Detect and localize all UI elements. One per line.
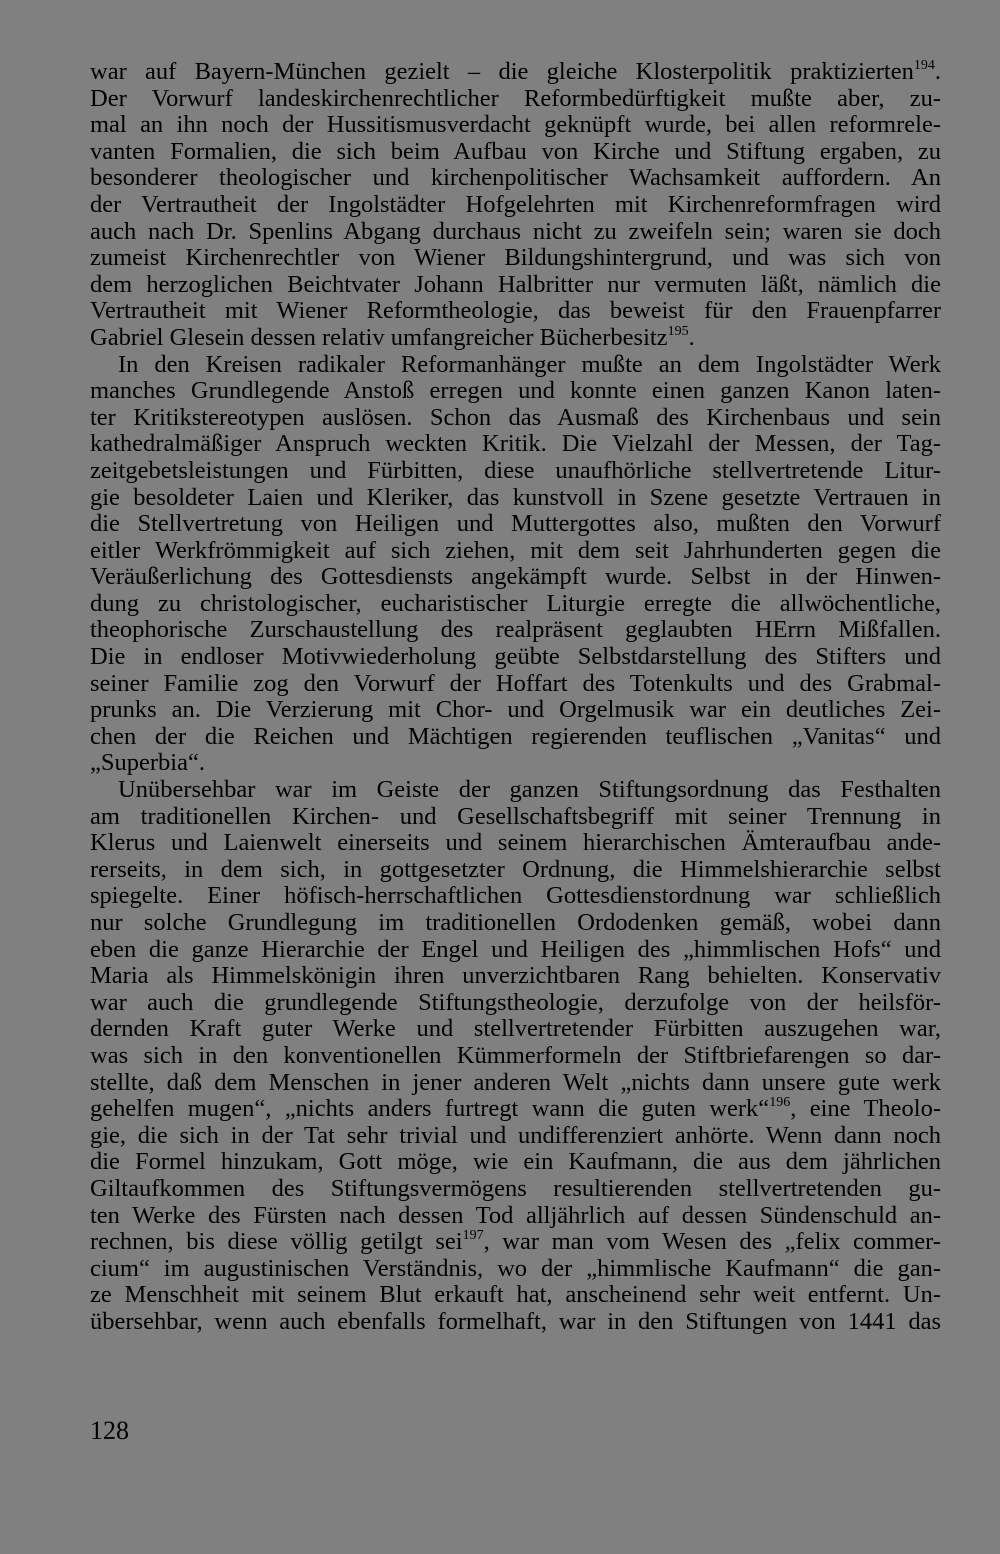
- text-span: zumeist Kirchenrechtler von Wiener Bildungshintergrund, und was sich von: [90, 244, 941, 272]
- text-span: nur solche Grundlegung im traditionellen Ordodenken gemäß, wobei dann: [90, 909, 941, 936]
- text-line: [90, 883, 941, 910]
- text-line: [90, 963, 941, 990]
- text-span: dernden Kraft guter Werke und stellvertretender Fürbitten auszugehen war,: [90, 1015, 941, 1043]
- text-line: [90, 139, 941, 166]
- text-line: [90, 697, 941, 724]
- text-line: [90, 511, 941, 538]
- text-span: was sich in den konventionellen Kümmerformeln der Stiftbriefarengen so dar-: [90, 1041, 941, 1069]
- text-line: [90, 857, 941, 884]
- text-span: dung zu christologischer, eucharistischer Liturgie erregte die allwöchentliche,: [90, 589, 941, 617]
- text-line: [90, 431, 941, 458]
- text-line: [90, 1203, 941, 1230]
- text-span: die Stellvertretung von Heiligen und Muttergottes also, mußten den Vorwurf: [90, 510, 941, 538]
- text-line: [90, 990, 941, 1017]
- text-span: theophorische Zurschaustellung des realpräsent geglaubten HErrn Mißfallen.: [90, 616, 941, 644]
- text-line: [90, 1043, 941, 1070]
- text-span: .: [688, 323, 695, 351]
- text-span: war auch die grundlegende Stiftungstheologie, derzufolge von der heilsför-: [90, 988, 941, 1016]
- text-span: kathedralmäßiger Anspruch weckten Kritik. Die Vielzahl der Messen, der Tag-: [90, 430, 941, 458]
- paragraph: [90, 59, 941, 352]
- text-line: [90, 591, 941, 618]
- text-line: [90, 910, 941, 937]
- text-span: vanten Formalien, die sich beim Aufbau von Kirche und Stiftung ergaben, zu: [90, 137, 941, 165]
- text-line: [90, 1309, 941, 1336]
- text-line: [90, 192, 941, 219]
- text-span: mal an ihn noch der Hussitismusverdacht geknüpft wurde, bei allen reformrele-: [90, 111, 941, 139]
- text-span: seiner Familie zog den Vorwurf der Hoffart des Totenkults und des Grabmal-: [90, 669, 941, 697]
- text-line: [90, 325, 941, 352]
- text-span: , war man vom Wesen des „felix commer-: [483, 1228, 941, 1256]
- footnote-ref: 197: [462, 1228, 484, 1244]
- text-line: [90, 1149, 941, 1176]
- text-line: [90, 219, 941, 246]
- text-line: [90, 245, 941, 272]
- text-span: ten Werke des Fürsten nach dessen Tod alljährlich auf dessen Sündenschuld an-: [90, 1201, 941, 1229]
- text-span: war auf Bayern-München gezielt – die gleiche Klosterpolitik praktizierten: [90, 58, 914, 85]
- text-span: Klerus und Laienwelt einerseits und seinem hierarchischen Ämteraufbau ande-: [90, 829, 941, 857]
- text-span: Unübersehbar war im Geiste der ganzen Stiftungsordnung das Festhalten: [118, 776, 941, 804]
- text-span: ter Kritikstereotypen auslösen. Schon das Ausmaß des Kirchenbaus und sein: [90, 403, 941, 431]
- footnote-ref: 195: [667, 323, 689, 339]
- text-line: [90, 1070, 941, 1097]
- text-span: gie, die sich in der Tat sehr trivial und undifferenziert anhörte. Wenn dann noch: [90, 1121, 941, 1149]
- text-span: stellte, daß dem Menschen in jener anderen Welt „nichts dann unsere gute werk: [90, 1068, 941, 1096]
- text-span: spiegelte. Einer höfisch-herrschaftlichen Gottesdienstordnung war schließlich: [90, 882, 941, 910]
- text-span: manches Grundlegende Anstoß erregen und konnte einen ganzen Kanon laten-: [90, 377, 941, 405]
- text-span: die Formel hinzukam, Gott möge, wie ein Kaufmann, die aus dem jährlichen: [90, 1148, 941, 1176]
- text-line: [90, 458, 941, 485]
- text-line: [90, 1176, 941, 1203]
- text-span: Vertrautheit mit Wiener Reformtheologie, das beweist für den Frauenpfarrer: [90, 297, 941, 325]
- text-line: [90, 485, 941, 512]
- text-line: [90, 1123, 941, 1150]
- text-span: eben die ganze Hierarchie der Engel und Heiligen des „himmlischen Hofs“ und: [90, 935, 941, 963]
- text-span: „Superbia“.: [90, 749, 205, 777]
- text-line: [90, 298, 941, 325]
- text-span: auch nach Dr. Spenlins Abgang durchaus nicht zu zweifeln sein; waren sie doch: [90, 217, 941, 245]
- text-span: gehelfen mugen“, „nichts anders furtregt wann die guten werk“: [90, 1095, 770, 1123]
- text-line: [90, 644, 941, 671]
- text-line: [90, 830, 941, 857]
- text-span: besonderer theologischer und kirchenpolitischer Wachsamkeit auffordern. An: [90, 164, 941, 192]
- text-span: prunks an. Die Verzierung mit Chor- und Orgelmusik war ein deutliches Zei-: [90, 696, 941, 724]
- text-line: [90, 112, 941, 139]
- text-span: cium“ im augustinischen Verständnis, wo der „himmlische Kaufmann“ die gan-: [90, 1254, 941, 1282]
- footnote-ref: 196: [769, 1095, 791, 1111]
- text-span: chen der die Reichen und Mächtigen regierenden teuflischen „Vanitas“ und: [90, 722, 941, 750]
- text-line: [90, 937, 941, 964]
- paragraph: [90, 352, 941, 778]
- text-span: übersehbar, wenn auch ebenfalls formelhaft, war in den Stiftungen von 1441 das: [90, 1307, 941, 1335]
- text-span: Giltaufkommen des Stiftungsvermögens resultierenden stellvertretenden gu-: [90, 1174, 941, 1202]
- text-span: Maria als Himmelskönigin ihren unverzichtbaren Rang behielten. Konservativ: [90, 962, 941, 990]
- text-span: der Vertrautheit der Ingolstädter Hofgelehrten mit Kirchenreformfragen wird: [90, 190, 941, 218]
- paragraph: [90, 777, 941, 1335]
- text-span: , eine Theolo-: [790, 1095, 941, 1123]
- text-line: [90, 1256, 941, 1283]
- text-span: .: [934, 58, 941, 85]
- text-span: zeitgebetsleistungen und Fürbitten, diese unaufhörliche stellvertretende Litur-: [90, 456, 941, 484]
- text-span: dem herzoglichen Beichtvater Johann Halbritter nur vermuten läßt, nämlich die: [90, 270, 941, 298]
- page-number: 128: [90, 1416, 129, 1445]
- text-span: am traditionellen Kirchen- und Gesellschaftsbegriff mit seiner Trennung in: [90, 802, 941, 830]
- footnote-ref: 194: [913, 58, 935, 73]
- text-span: Veräußerlichung des Gottesdiensts angekämpft wurde. Selbst in der Hinwen-: [90, 563, 941, 591]
- text-span: ze Menschheit mit seinem Blut erkauft hat, anscheinend sehr weit entfernt. Un-: [90, 1281, 941, 1309]
- text-line: [90, 804, 941, 831]
- text-span: Gabriel Glesein dessen relativ umfangreicher Bücherbesitz: [90, 323, 668, 351]
- text-line: [90, 59, 941, 86]
- text-line: [90, 378, 941, 405]
- text-line: [90, 1282, 941, 1309]
- text-span: In den Kreisen radikaler Reformanhänger mußte an dem Ingolstädter Werk: [118, 350, 941, 378]
- text-span: rerseits, in dem sich, in gottgesetzter Ordnung, die Himmelshierarchie selbst: [90, 855, 941, 883]
- text-line: [90, 538, 941, 565]
- text-line: [90, 617, 941, 644]
- text-line: [90, 777, 941, 804]
- text-line: [90, 1229, 941, 1256]
- text-line: [90, 165, 941, 192]
- text-line: [90, 671, 941, 698]
- text-span: gie besoldeter Laien und Kleriker, das kunstvoll in Szene gesetzte Vertrauen in: [90, 483, 941, 511]
- text-span: Der Vorwurf landeskirchenrechtlicher Reformbedürftigkeit mußte aber, zu-: [90, 84, 941, 112]
- text-line: [90, 1016, 941, 1043]
- text-span: Die in endloser Motivwiederholung geübte Selbstdarstellung des Stifters und: [90, 643, 941, 671]
- text-span: rechnen, bis diese völlig getilgt sei: [90, 1228, 463, 1256]
- text-span: eitler Werkfrömmigkeit auf sich ziehen, mit dem seit Jahrhunderten gegen die: [90, 536, 941, 564]
- text-line: [90, 272, 941, 299]
- text-line: [90, 564, 941, 591]
- text-line: [90, 405, 941, 432]
- text-line: [90, 352, 941, 379]
- text-line: [90, 750, 941, 777]
- text-line: [90, 86, 941, 113]
- text-line: [90, 1096, 941, 1123]
- text-line: [90, 724, 941, 751]
- body-text: [90, 59, 941, 1336]
